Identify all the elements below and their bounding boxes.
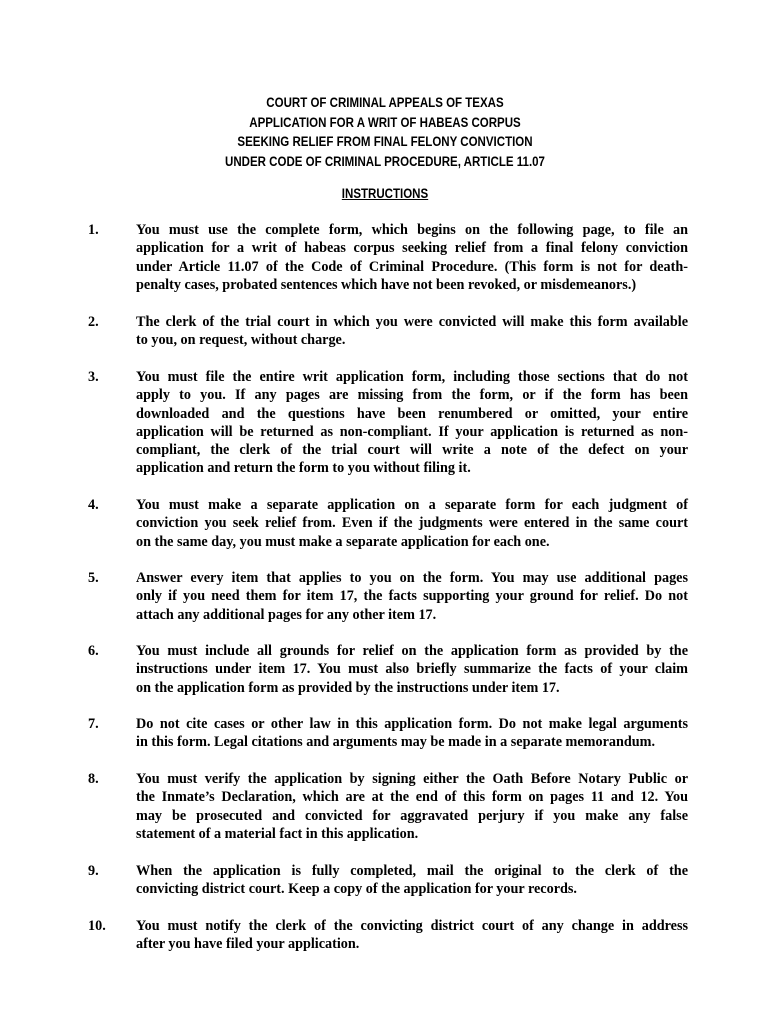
instruction-number: 2. bbox=[88, 314, 99, 330]
instruction-text-line: under Article 11.07 of the Code of Criminal Procedure. (This form is not for death- bbox=[136, 258, 688, 275]
instruction-text-line: statement of a material fact in this application. bbox=[136, 825, 419, 842]
instruction-text-line: You must notify the clerk of the convicting district court of any change in address bbox=[136, 918, 688, 934]
instruction-text-line: penalty cases, probated sentences which have not been revoked, or misdemeanors.) bbox=[136, 276, 637, 293]
instruction-number: 5. bbox=[88, 570, 99, 586]
instruction-number: 7. bbox=[88, 716, 99, 732]
instruction-text bbox=[136, 770, 688, 843]
instruction-text bbox=[136, 496, 688, 551]
instruction-text-line: conviction you seek relief from. Even if the judgments were entered in the same court bbox=[136, 515, 688, 532]
instruction-text-line: When the application is fully completed, mail the original to the clerk of the bbox=[136, 863, 688, 879]
instruction-text bbox=[136, 917, 688, 954]
instruction-text-line: only if you need them for item 17, the facts supporting your ground for relief. Do not bbox=[136, 588, 688, 605]
instruction-text-line: downloaded and the questions have been renumbered or omitted, your entire bbox=[136, 405, 688, 422]
instruction-text bbox=[136, 313, 688, 350]
instruction-number: 3. bbox=[88, 369, 99, 385]
title-line-code-article: UNDER CODE OF CRIMINAL PROCEDURE, ARTICLE 11.07 bbox=[225, 153, 545, 169]
instruction-text-line: The clerk of the trial court in which you were convicted will make this form available bbox=[136, 314, 688, 330]
instruction-number: 6. bbox=[88, 643, 99, 659]
instruction-text-line: compliant, the clerk of the trial court will write a note of the defect on your bbox=[136, 442, 688, 459]
instruction-number: 8. bbox=[88, 771, 99, 787]
instruction-text-line: You must file the entire writ application form, including those sections that do not bbox=[136, 369, 688, 385]
instruction-text-line: You must make a separate application on a separate form for each judgment of bbox=[136, 497, 688, 513]
instruction-text-line: on the application form as provided by the instructions under item 17. bbox=[136, 679, 560, 696]
instruction-text-line: You must verify the application by signing either the Oath Before Notary Public or bbox=[136, 771, 688, 787]
instruction-number: 1. bbox=[88, 222, 99, 238]
instruction-number: 4. bbox=[88, 497, 99, 513]
instruction-text-line: Answer every item that applies to you on the form. You may use additional pages bbox=[136, 570, 688, 586]
title-line-application: APPLICATION FOR A WRIT OF HABEAS CORPUS bbox=[249, 114, 521, 130]
instruction-text-line: to you, on request, without charge. bbox=[136, 332, 346, 349]
instruction-text-line: instructions under item 17. You must also briefly summarize the facts of your claim bbox=[136, 661, 688, 678]
instruction-number: 10. bbox=[88, 918, 106, 934]
instruction-text-line: You must use the complete form, which begins on the following page, to file an bbox=[136, 222, 688, 238]
instruction-text bbox=[136, 642, 688, 697]
instruction-text-line: attach any additional pages for any other item 17. bbox=[136, 606, 437, 623]
instruction-number: 9. bbox=[88, 863, 99, 879]
title-line-relief: SEEKING RELIEF FROM FINAL FELONY CONVICTION bbox=[237, 134, 533, 149]
instruction-text bbox=[136, 862, 688, 899]
instruction-text-line: convicting district court. Keep a copy of the application for your records. bbox=[136, 881, 577, 898]
instruction-text bbox=[136, 221, 688, 294]
instruction-text bbox=[136, 368, 688, 478]
instruction-text-line: application for a writ of habeas corpus seeking relief from a final felony conviction bbox=[136, 240, 688, 257]
instruction-text-line: after you have filed your application. bbox=[136, 936, 360, 953]
instruction-text-line: in this form. Legal citations and arguments may be made in a separate memorandum. bbox=[136, 734, 656, 751]
instruction-text-line: application and return the form to you without filing it. bbox=[136, 460, 471, 477]
instructions-heading: INSTRUCTIONS bbox=[341, 186, 429, 201]
instruction-text-line: Do not cite cases or other law in this application form. Do not make legal arguments bbox=[136, 716, 688, 732]
instruction-text bbox=[136, 715, 688, 752]
instruction-text-line: apply to you. If any pages are missing from the form, or if the form has been bbox=[136, 387, 688, 404]
instruction-text-line: application will be returned as non-compliant. If your application is returned as non- bbox=[136, 423, 688, 440]
instruction-text-line: You must include all grounds for relief on the application form as provided by the bbox=[136, 643, 688, 659]
instruction-text-line: the Inmate’s Declaration, which are at the end of this form on pages 11 and 12. You bbox=[136, 789, 688, 806]
document-title-block bbox=[54, 93, 716, 171]
instruction-text-line: on the same day, you must make a separate application for each one. bbox=[136, 533, 550, 550]
instruction-text-line: may be prosecuted and convicted for aggravated perjury if you make any false bbox=[136, 807, 688, 824]
instruction-text bbox=[136, 569, 688, 624]
title-line-court: COURT OF CRIMINAL APPEALS OF TEXAS bbox=[266, 95, 504, 110]
